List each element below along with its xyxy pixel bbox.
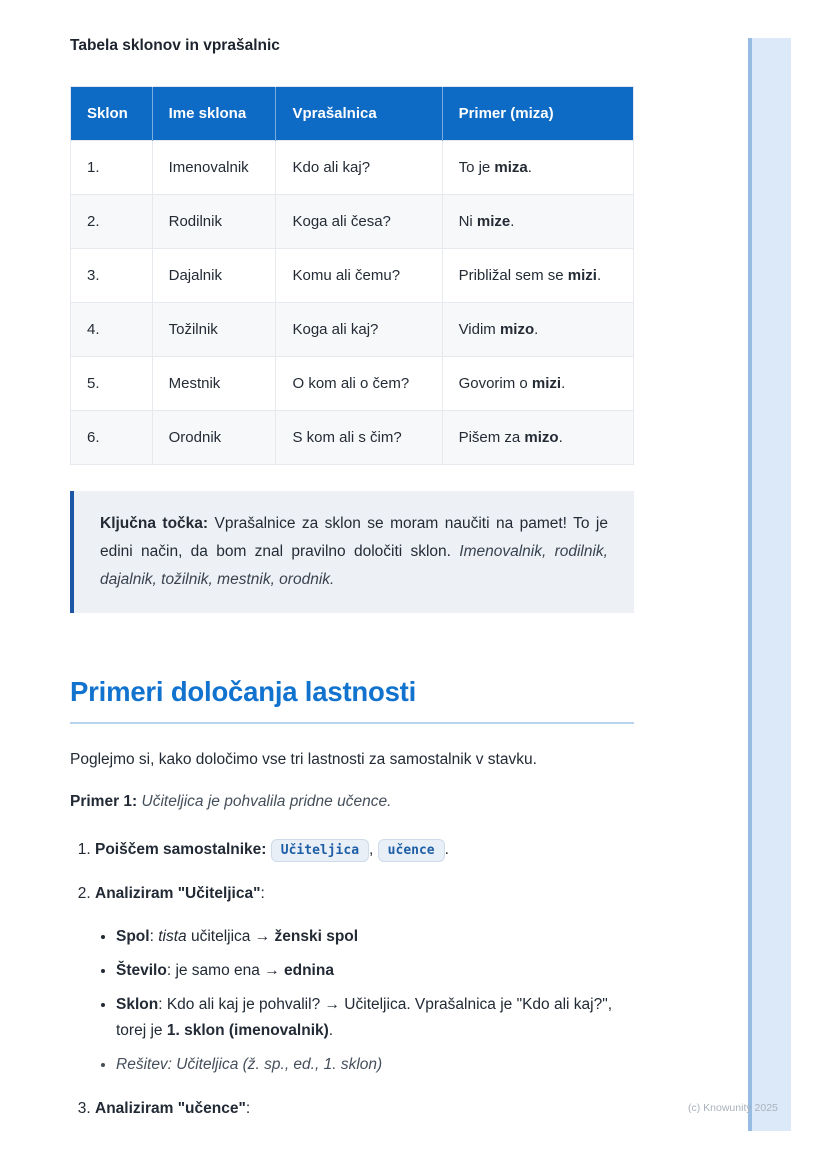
cell-example: Približal sem se mizi. <box>442 249 633 303</box>
copyright-watermark: (c) Knowunity 2025 <box>688 1102 778 1114</box>
cell-example: Ni mize. <box>442 195 633 249</box>
page-heading: Primeri določanja lastnosti <box>70 676 634 724</box>
table-row <box>71 195 634 249</box>
cell-name: Imenovalnik <box>152 141 276 195</box>
col-header-ime-sklona: Ime sklona <box>152 87 276 141</box>
cell-question: Komu ali čemu? <box>276 249 442 303</box>
example-sentence-line <box>70 793 634 811</box>
cell-example: To je miza. <box>442 141 633 195</box>
step-analyze-ucence: 3. Analiziram "učence": <box>95 1100 634 1118</box>
cell-num: 2. <box>71 195 153 249</box>
cell-example: Vidim mizo. <box>442 303 633 357</box>
cell-name: Orodnik <box>152 411 276 465</box>
intro-paragraph: Poglejmo si, kako določimo vse tri lastnosti za samostalnik v stavku. <box>70 750 537 768</box>
key-point-callout <box>70 491 634 613</box>
cell-num: 1. <box>71 141 153 195</box>
table-row <box>71 141 634 195</box>
cell-name: Tožilnik <box>152 303 276 357</box>
cell-num: 4. <box>71 303 153 357</box>
cell-example: Pišem za mizo. <box>442 411 633 465</box>
cases-table <box>70 86 634 465</box>
col-header-vprasalnica: Vprašalnica <box>276 87 442 141</box>
col-header-sklon: Sklon <box>71 87 153 141</box>
document-content <box>70 37 634 1141</box>
callout-italic-list: Imenovalnik, rodilnik, dajalnik, tožilnik, mestnik, orodnik. <box>100 542 608 588</box>
cell-num: 3. <box>71 249 153 303</box>
step-find-nouns: 1. Poiščem samostalnike: Učiteljica , učence . <box>95 839 634 863</box>
callout-label: Ključna točka: <box>100 515 209 532</box>
cell-name: Mestnik <box>152 357 276 411</box>
noun-chip-ucence: učence <box>378 839 445 863</box>
example-sentence: Učiteljica je pohvalila pridne učence. <box>137 792 392 810</box>
table-row <box>71 303 634 357</box>
table-header-row <box>71 87 634 141</box>
table-row <box>71 249 634 303</box>
property-bullet-list <box>95 924 634 1077</box>
cell-question: Koga ali kaj? <box>276 303 442 357</box>
table-row <box>71 411 634 465</box>
section-title: Tabela sklonov in vprašalnic <box>70 37 280 54</box>
cell-question: Kdo ali kaj? <box>276 141 442 195</box>
bullet-spol: • Spol: tista učiteljica → ženski spol <box>116 924 634 949</box>
cell-question: S kom ali s čim? <box>276 411 442 465</box>
bullet-solution: • Rešitev: Učiteljica (ž. sp., ed., 1. sklon) <box>116 1052 634 1077</box>
bullet-sklon: • Sklon: Kdo ali kaj je pohvalil? → Učiteljica. Vprašalnica je "Kdo ali kaj?", torej je 1. sklon (imenovalnik). <box>116 992 634 1042</box>
step-analyze-uciteljica: 2. Analiziram "Učiteljica": • Spol: tista učiteljica → ženski spol • Število: je samo ena → ednina • Sklon: Kdo ali kaj je pohvalil? → Učiteljica. Vprašalnica je "Kdo ali kaj?", torej je 1. sklon (imenovalnik). • Rešitev: Učiteljica (ž. sp., ed., 1. sklon) <box>95 885 634 1077</box>
callout-text: Vprašalnice za sklon se moram naučiti na pamet! To je edini način, da bom znal pravilno določiti sklon. <box>100 515 608 560</box>
cell-question: Koga ali česa? <box>276 195 442 249</box>
noun-chip-uciteljica: Učiteljica <box>271 839 369 863</box>
table-row <box>71 357 634 411</box>
cell-name: Rodilnik <box>152 195 276 249</box>
cell-name: Dajalnik <box>152 249 276 303</box>
scroll-rail[interactable] <box>748 38 791 1131</box>
cell-question: O kom ali o čem? <box>276 357 442 411</box>
col-header-primer: Primer (miza) <box>442 87 633 141</box>
cell-num: 6. <box>71 411 153 465</box>
example-label: Primer 1: <box>70 792 138 810</box>
bullet-stevilo: • Število: je samo ena → ednina <box>116 958 634 983</box>
analysis-steps-list <box>70 839 634 1118</box>
cell-example: Govorim o mizi. <box>442 357 633 411</box>
cell-num: 5. <box>71 357 153 411</box>
